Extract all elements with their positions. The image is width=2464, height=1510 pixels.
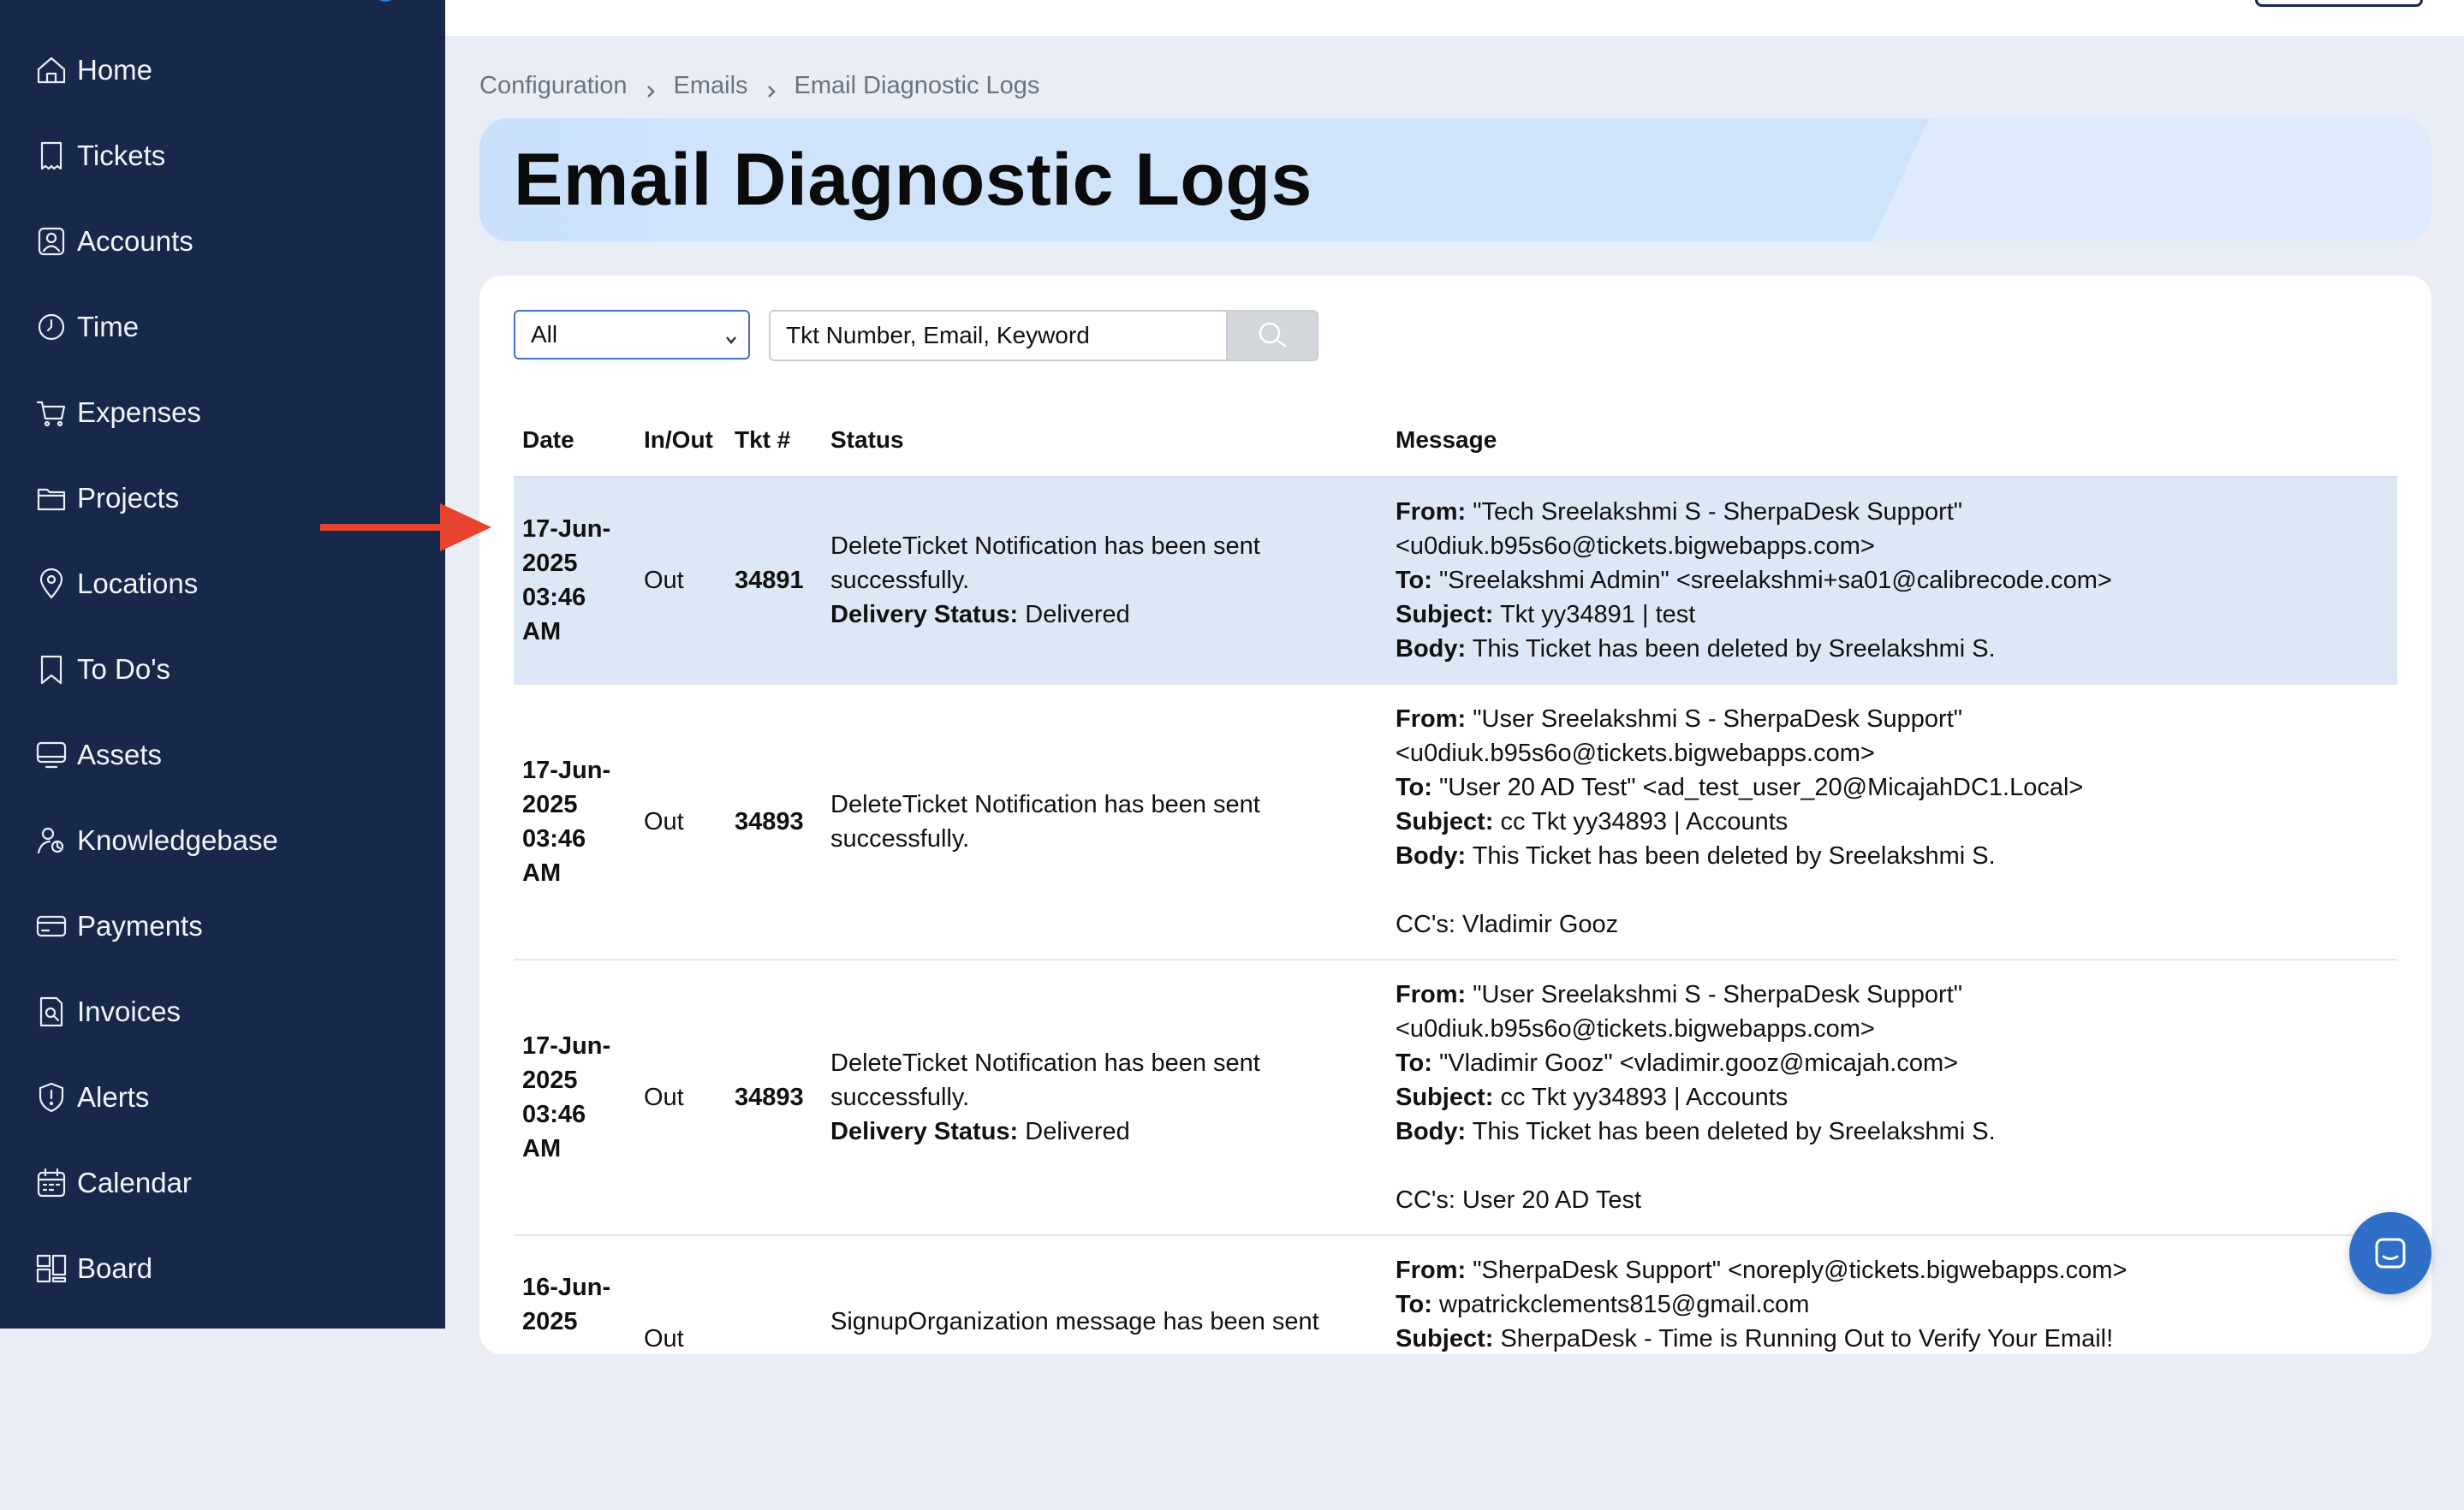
home-icon — [33, 51, 70, 89]
search-icon — [1253, 317, 1291, 354]
sidebar-item-to-do-s[interactable] — [33, 645, 170, 693]
row-inout: Out — [644, 1084, 684, 1111]
sidebar-item-label: Accounts — [77, 225, 193, 257]
row-date: 17-Jun- 2025 03:46 AM — [522, 515, 611, 645]
bookmark-icon — [33, 651, 70, 688]
row-status: DeleteTicket Notification has been sent successfully. — [830, 791, 1260, 853]
table-row[interactable] — [514, 1236, 2397, 1510]
sidebar-item-alerts[interactable] — [33, 1073, 149, 1121]
row-ticket-number[interactable]: 34893 — [735, 1084, 804, 1111]
sidebar-item-label: Payments — [77, 910, 203, 942]
row-ticket-number[interactable]: 34893 — [735, 808, 804, 835]
ticket-icon — [33, 137, 70, 175]
logs-table — [514, 404, 2397, 1510]
banner-decoration — [1872, 118, 2431, 241]
sidebar-item-projects[interactable] — [33, 474, 179, 522]
accounts-icon — [33, 223, 70, 260]
table-row[interactable] — [514, 685, 2397, 960]
column-header-tkt: Tkt # — [735, 426, 791, 453]
sidebar-item-assets[interactable] — [33, 731, 162, 779]
sidebar-item-locations[interactable] — [33, 560, 198, 608]
sidebar-item-time[interactable] — [33, 303, 139, 351]
chat-support-button[interactable] — [2349, 1212, 2431, 1294]
row-date: 17-Jun- 2025 03:46 AM — [522, 1032, 611, 1162]
sidebar-item-payments[interactable] — [33, 902, 203, 950]
sidebar — [0, 0, 445, 1329]
sidebar-item-invoices[interactable] — [33, 988, 181, 1036]
sidebar-item-label: Calendar — [77, 1167, 192, 1198]
top-right-button[interactable] — [2255, 0, 2423, 7]
row-inout: Out — [644, 808, 684, 835]
table-row[interactable] — [514, 960, 2397, 1236]
monitor-icon — [33, 736, 70, 774]
sidebar-item-knowledgebase[interactable] — [33, 817, 278, 865]
folder-icon — [33, 479, 70, 517]
row-message: From: "SherpaDesk Support" <noreply@tickets.bigwebapps.com> To: wpatrickclements815@gmail.com Subject: SherpaDesk - Time is Running Out to Verify Your Email! — [1396, 1257, 2128, 1352]
sidebar-item-label: Board — [77, 1252, 153, 1284]
breadcrumb-current: Email Diagnostic Logs — [794, 71, 1040, 99]
red-arrow-icon — [320, 503, 491, 551]
sidebar-item-label: Assets — [77, 739, 163, 770]
page-title: Email Diagnostic Logs — [514, 139, 1312, 221]
sidebar-item-label: Expenses — [77, 396, 201, 428]
location-pin-icon — [33, 565, 70, 603]
calendar-icon — [33, 1164, 70, 1202]
row-inout: Out — [644, 567, 684, 594]
sidebar-item-label: Home — [77, 54, 153, 86]
cart-icon — [33, 394, 70, 431]
sidebar-item-label: Alerts — [77, 1081, 150, 1113]
sidebar-item-label: Time — [77, 311, 140, 342]
chevron-right-icon — [764, 78, 779, 93]
search-button[interactable] — [1226, 310, 1318, 361]
column-header-date: Date — [522, 426, 574, 453]
chat-icon — [2370, 1233, 2411, 1274]
breadcrumb-emails[interactable]: Emails — [673, 71, 748, 99]
breadcrumb — [479, 68, 1039, 103]
filter-select-value: All — [531, 321, 558, 348]
sidebar-item-label: Projects — [77, 482, 180, 514]
sidebar-item-label: Knowledgebase — [77, 824, 278, 856]
direction-filter-select[interactable] — [514, 310, 750, 360]
row-status: DeleteTicket Notification has been sent successfully. Delivery Status: Delivered — [830, 1049, 1260, 1145]
board-icon — [33, 1250, 70, 1287]
row-message: From: "User Sreelakshmi S - SherpaDesk Support" <u0diuk.b95s6o@tickets.bigwebapps.com> To: "Vladimir Gooz" <vladimir.gooz@micajah.com> Subject: cc Tkt yy34893 | Accounts Body: This Ticket has been deleted by Sreelakshmi S. CC's: User 20 AD Test — [1396, 978, 2389, 1217]
row-message: From: "User Sreelakshmi S - SherpaDesk Support" <u0diuk.b95s6o@tickets.bigwebapps.com> To: "User 20 AD Test" <ad_test_user_20@MicajahDC1.Local> Subject: cc Tkt yy34893 | Accounts Body: This Ticket has been deleted by Sreelakshmi S. CC's: Vladimir Gooz — [1396, 702, 2389, 942]
sidebar-item-home[interactable] — [33, 46, 152, 94]
sidebar-item-board[interactable] — [33, 1245, 152, 1293]
sidebar-item-label: Tickets — [77, 140, 166, 171]
logs-panel — [479, 276, 2431, 1354]
chevron-right-icon — [643, 78, 658, 93]
title-banner — [479, 118, 2431, 241]
row-ccs: CC's: User 20 AD Test — [1396, 1186, 1642, 1214]
invoice-icon — [33, 993, 70, 1031]
table-header — [514, 404, 2397, 478]
row-ticket-number[interactable]: 34891 — [735, 567, 804, 594]
row-ccs: CC's: Vladimir Gooz — [1396, 911, 1619, 938]
alert-shield-icon — [33, 1079, 70, 1116]
row-status: DeleteTicket Notification has been sent successfully. Delivery Status: Delivered — [830, 532, 1260, 628]
column-header-message: Message — [1396, 426, 1497, 453]
credit-card-icon — [33, 907, 70, 945]
chevron-down-icon — [723, 327, 740, 344]
table-row[interactable] — [514, 478, 2397, 685]
column-header-inout: In/Out — [644, 426, 713, 453]
knowledgebase-icon — [33, 822, 70, 859]
sidebar-item-label: Locations — [77, 568, 199, 599]
sidebar-item-accounts[interactable] — [33, 217, 193, 265]
row-status: SignupOrganization message has been sent — [830, 1308, 1319, 1335]
row-date: 16-Jun- 2025 — [522, 1274, 611, 1335]
sidebar-item-calendar[interactable] — [33, 1159, 192, 1207]
sidebar-item-tickets[interactable] — [33, 132, 165, 180]
row-date: 17-Jun- 2025 03:46 AM — [522, 757, 611, 887]
user-avatar[interactable] — [373, 0, 397, 2]
clock-icon — [33, 308, 70, 346]
sidebar-item-expenses[interactable] — [33, 389, 201, 437]
search-input[interactable] — [769, 310, 1231, 361]
row-inout: Out — [644, 1325, 684, 1352]
column-header-status: Status — [830, 426, 904, 453]
sidebar-item-label: Invoices — [77, 996, 182, 1027]
breadcrumb-configuration[interactable]: Configuration — [479, 71, 628, 99]
top-bar — [445, 0, 2464, 36]
row-message: From: "Tech Sreelakshmi S - SherpaDesk Support" <u0diuk.b95s6o@tickets.bigwebapps.com> To: "Sreelakshmi Admin" <sreelakshmi+sa01@calibrecode.com> Subject: Tkt yy34891 | test Body: This Ticket has been deleted by Sreelakshmi S. — [1396, 498, 2112, 663]
sidebar-item-label: To Do's — [77, 653, 171, 685]
